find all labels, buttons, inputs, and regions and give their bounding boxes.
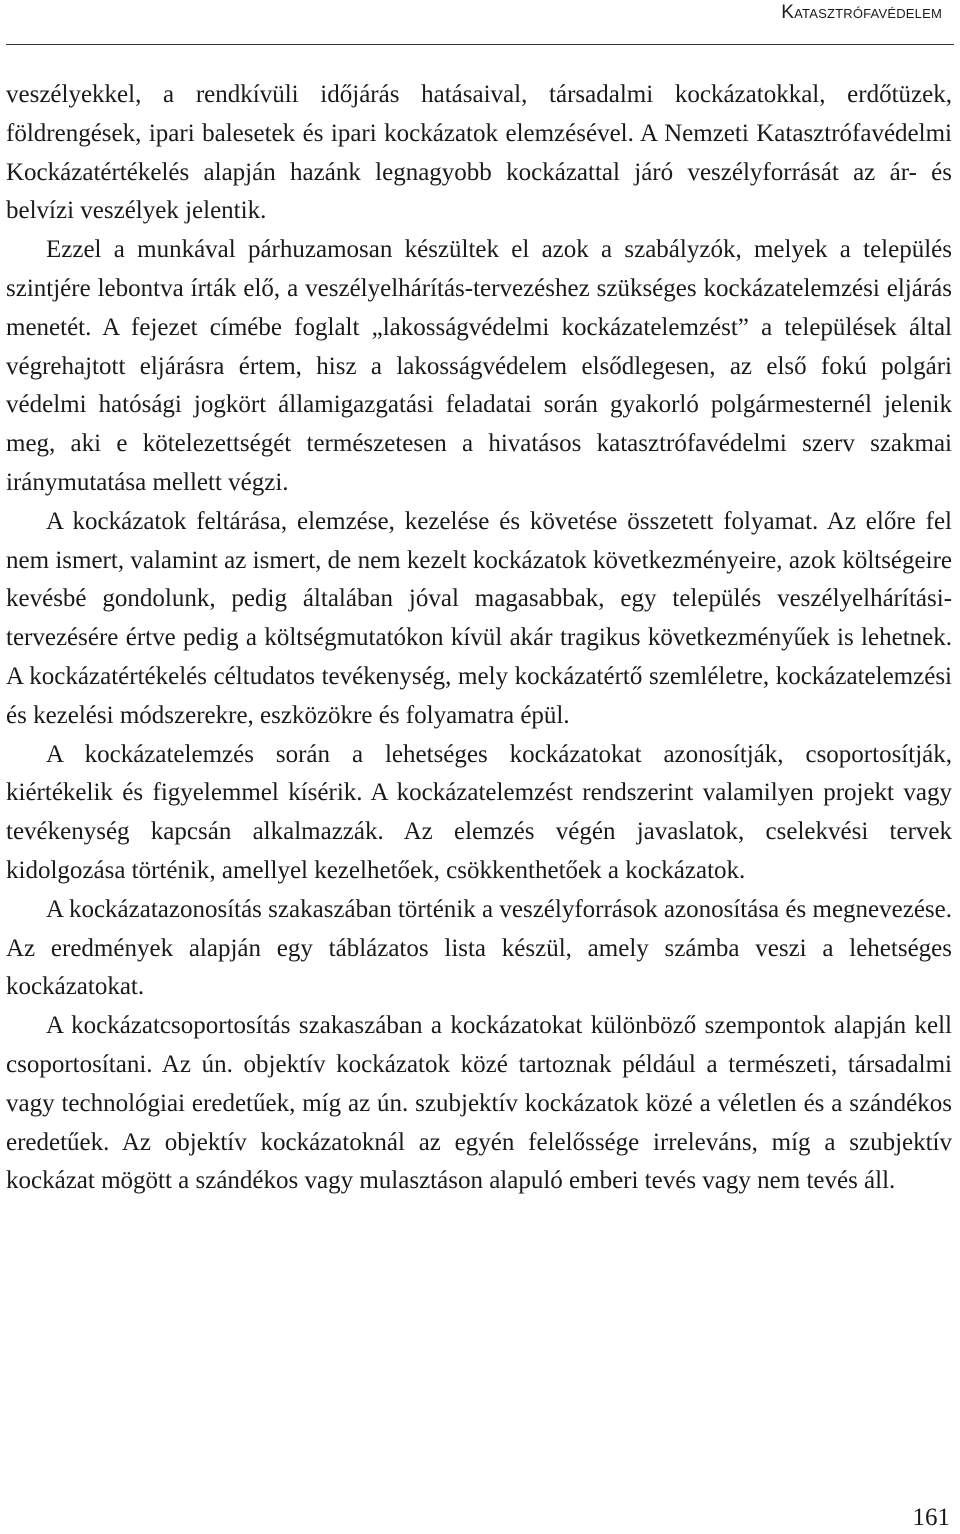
paragraph: A kockázatelemzés során a lehetséges kockázatokat azonosítják, csoportosítják, kiértékelik és figyelemmel kísérik. A kockázatelemzést rendszerint valamilyen projekt vagy tevékenység kapcsán alkalmazzák. Az elemzés végén javaslatok, cselekvési tervek kidolgozása történik, amellyel kezelhetőek, csökkenthetőek a kockázatok. (6, 740, 952, 884)
paragraph: A kockázatok feltárása, elemzése, kezelése és követése összetett folyamat. Az előre fel nem ismert, valamint az ismert, de nem kezelt kockázatok következményeire, azok költségeire kevésbé gondolunk, pedig általában jóval magasabbak, egy település veszélyelhárítási-tervezésére értve pedig a költségmutatókon kívül akár tragikus következményűek is lehetnek. A kockázatértékelés céltudatos tevékenység, mely kockázatértő szemléletre, kockázatelemzési és kezelési módszerekre, eszközökre és folyamatra épül. (6, 507, 952, 729)
paragraph: Ezzel a munkával párhuzamosan készültek el azok a szabályzók, melyek a település szintjére lebontva írták elő, a veszélyelhárítás-tervezéshez szükséges kockázatelemzési eljárás menetét. A fejezet címébe foglalt „lakosságvédelmi kockázatelemzést” a települések által végrehajtott eljárásra értem, hisz a lakosságvédelem elsődlegesen, az első fokú polgári védelmi hatósági jogkört államigazgatási feladatai során gyakorló polgármesternél jelenik meg, aki e kötelezettségét természetesen a hivatásos katasztrófavédelmi szerv szakmai iránymutatása mellett végzi. (6, 236, 952, 496)
page-number: 161 (912, 1504, 950, 1531)
paragraph: A kockázatazonosítás szakaszában történik a veszélyforrások azonosítása és megnevezése. Az eredmények alapján egy táblázatos lista készül, amely számba veszi a lehetséges kockázatokat. (6, 895, 952, 1001)
paragraph-continuation: veszélyekkel, a rendkívüli időjárás hatásaival, társadalmi kockázatokkal, erdőtüzek, földrengések, ipari balesetek és ipari kockázatok elemzésével. A Nemzeti Katasztrófavédelmi Kockázatértékelés alapján hazánk legnagyobb kockázattal járó veszélyforrását az ár- és belvízi veszélyek jelentik. (6, 81, 952, 225)
running-header-title: Katasztrófavédelem (781, 2, 942, 23)
header-divider (6, 44, 954, 45)
page-body (6, 76, 952, 1201)
paragraph: A kockázatcsoportosítás szakaszában a kockázatokat különböző szempontok alapján kell csoportosítani. Az ún. objektív kockázatok közé tartoznak például a természeti, társadalmi vagy technológiai eredetűek, míg az ún. szubjektív kockázatok közé a véletlen és a szándékos eredetűek. Az objektív kockázatoknál az egyén felelőssége irreleváns, míg a szubjektív kockázat mögött a szándékos vagy mulasztáson alapuló emberi tevés vagy nem tevés áll. (6, 1012, 952, 1195)
